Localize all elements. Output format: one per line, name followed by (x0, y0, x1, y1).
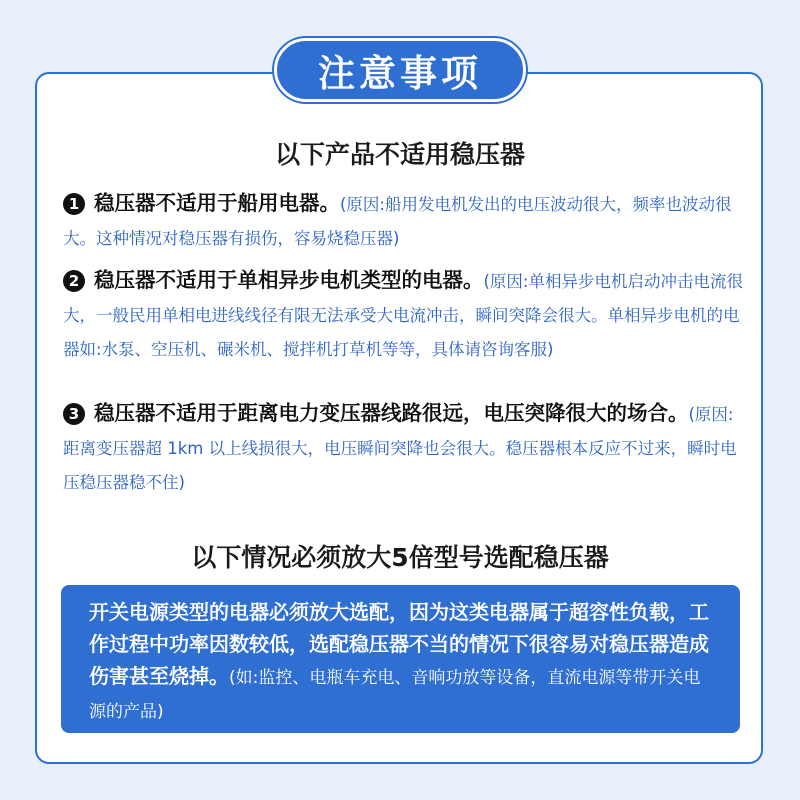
notice-note-text: (如:监控、电瓶车充电、音响功放等设备，直流电源等带开关电源的产品) (89, 668, 701, 722)
item-main-text: 稳压器不适用于船用电器。 (94, 191, 340, 215)
item-main-text: 稳压器不适用于单相异步电机类型的电器。 (94, 268, 484, 292)
list-item (63, 264, 745, 366)
item-note-text: (原因:船用发电机发出的电压波动很大，频率也波动很大。这种情况对稳压器有损伤，容易烧稳压器) (63, 195, 732, 248)
item-note-text: (原因:单相异步电机启动冲击电流很大，一般民用单相电进线线径有限无法承受大电流冲击，瞬间突降会很大。单相异步电机的电器如:水泵、空压机、碾米机、搅拌机打草机等等，具体请咨询客服) (63, 272, 743, 359)
item-main-text: 稳压器不适用于距离电力变压器线路很远，电压突降很大的场合。 (94, 401, 689, 425)
section-heading-unsuitable: 以下产品不适用稳压器 (274, 140, 525, 169)
list-item (63, 397, 745, 499)
number-badge: 1 (63, 193, 85, 215)
number-badge: 2 (63, 270, 85, 292)
item-note-text: (原因:距离变压器超 1km 以上线损很大，电压瞬间突降也会很大。稳压器根本反应不过来，瞬时电压稳压器稳不住) (63, 405, 737, 492)
notice-main-text: 开关电源类型的电器必须放大选配，因为这类电器属于超容性负载，工作过程中功率因数较低，选配稳压器不当的情况下很容易对稳压器造成伤害甚至烧掉。 (89, 600, 709, 688)
switching-power-notice (61, 585, 740, 733)
list-item (63, 187, 745, 255)
number-badge: 3 (63, 403, 85, 425)
page-title: 注意事项 (274, 38, 526, 102)
section-heading-5x: 以下情况必须放大5倍型号选配稳压器 (191, 543, 609, 572)
